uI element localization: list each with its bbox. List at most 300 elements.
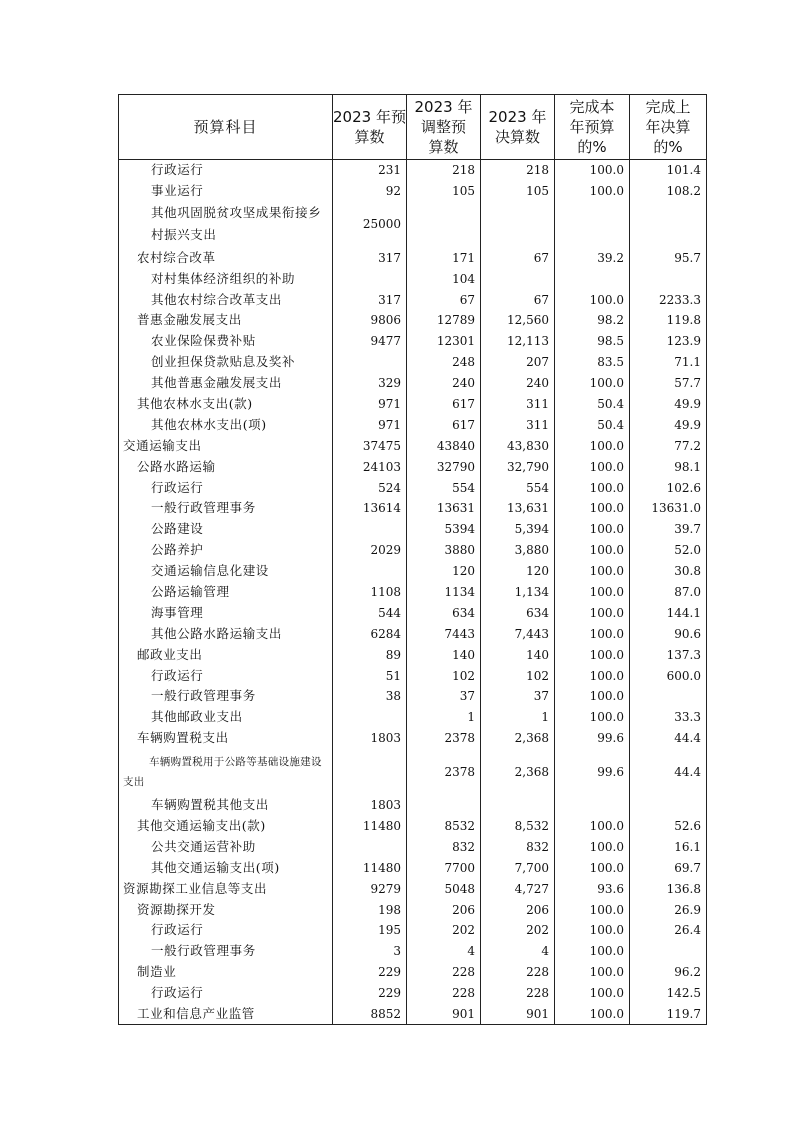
cell-budget: 229 bbox=[333, 983, 407, 1004]
cell-budget: 25000 bbox=[333, 201, 407, 247]
cell-adjusted: 617 bbox=[407, 394, 481, 415]
cell-adjusted: 104 bbox=[407, 268, 481, 289]
cell-pct-budget: 100.0 bbox=[555, 435, 630, 456]
cell-budget: 971 bbox=[333, 394, 407, 415]
cell-adjusted: 43840 bbox=[407, 435, 481, 456]
table-row bbox=[119, 201, 707, 247]
cell-subject: 行政运行 bbox=[119, 983, 333, 1004]
cell-pct-budget: 100.0 bbox=[555, 373, 630, 394]
cell-final: 8,532 bbox=[481, 816, 555, 837]
cell-budget: 37475 bbox=[333, 435, 407, 456]
cell-pct-budget: 100.0 bbox=[555, 477, 630, 498]
table-row bbox=[119, 373, 707, 394]
table-row bbox=[119, 686, 707, 707]
table-row bbox=[119, 519, 707, 540]
cell-adjusted: 218 bbox=[407, 160, 481, 181]
cell-final: 240 bbox=[481, 373, 555, 394]
cell-subject: 其他交通运输支出(款) bbox=[119, 816, 333, 837]
cell-pct-last: 87.0 bbox=[630, 582, 707, 603]
cell-pct-budget: 99.6 bbox=[555, 728, 630, 749]
cell-budget: 1803 bbox=[333, 795, 407, 816]
cell-budget: 1803 bbox=[333, 728, 407, 749]
cell-subject: 行政运行 bbox=[119, 665, 333, 686]
header-subject bbox=[119, 95, 333, 160]
cell-adjusted: 240 bbox=[407, 373, 481, 394]
cell-subject: 创业担保贷款贴息及奖补 bbox=[119, 352, 333, 373]
header-pct-last-line: 完成上 bbox=[645, 98, 691, 116]
cell-pct-budget: 100.0 bbox=[555, 602, 630, 623]
cell-budget: 38 bbox=[333, 686, 407, 707]
cell-final: 218 bbox=[481, 160, 555, 181]
cell-pct-last: 57.7 bbox=[630, 373, 707, 394]
cell-final bbox=[481, 268, 555, 289]
cell-subject: 制造业 bbox=[119, 962, 333, 983]
cell-pct-last: 52.0 bbox=[630, 540, 707, 561]
table-row bbox=[119, 414, 707, 435]
cell-budget: 544 bbox=[333, 602, 407, 623]
cell-pct-last: 108.2 bbox=[630, 180, 707, 201]
cell-pct-last: 13631.0 bbox=[630, 498, 707, 519]
cell-budget: 198 bbox=[333, 899, 407, 920]
cell-final: 12,560 bbox=[481, 310, 555, 331]
cell-subject: 一般行政管理事务 bbox=[119, 686, 333, 707]
cell-subject: 一般行政管理事务 bbox=[119, 498, 333, 519]
cell-subject: 公共交通运营补助 bbox=[119, 836, 333, 857]
cell-pct-last: 119.7 bbox=[630, 1004, 707, 1025]
table-row bbox=[119, 582, 707, 603]
cell-subject: 邮政业支出 bbox=[119, 644, 333, 665]
table-row bbox=[119, 665, 707, 686]
table-row bbox=[119, 795, 707, 816]
cell-subject: 其他农村综合改革支出 bbox=[119, 289, 333, 310]
cell-adjusted: 228 bbox=[407, 983, 481, 1004]
cell-final: 7,443 bbox=[481, 623, 555, 644]
cell-final: 634 bbox=[481, 602, 555, 623]
table-row bbox=[119, 289, 707, 310]
cell-budget: 1108 bbox=[333, 582, 407, 603]
cell-pct-last: 49.9 bbox=[630, 414, 707, 435]
cell-subject: 农村综合改革 bbox=[119, 247, 333, 268]
cell-subject: 行政运行 bbox=[119, 920, 333, 941]
cell-pct-budget: 98.5 bbox=[555, 331, 630, 352]
cell-budget bbox=[333, 519, 407, 540]
header-pct-budget bbox=[555, 95, 630, 160]
cell-pct-budget: 50.4 bbox=[555, 414, 630, 435]
cell-subject: 车辆购置税其他支出 bbox=[119, 795, 333, 816]
cell-subject: 资源勘探工业信息等支出 bbox=[119, 878, 333, 899]
cell-budget bbox=[333, 836, 407, 857]
cell-adjusted: 4 bbox=[407, 941, 481, 962]
header-pct-budget-line: 的% bbox=[577, 138, 607, 156]
cell-pct-last: 77.2 bbox=[630, 435, 707, 456]
cell-adjusted: 634 bbox=[407, 602, 481, 623]
cell-pct-last bbox=[630, 795, 707, 816]
table-row bbox=[119, 540, 707, 561]
cell-adjusted: 2378 bbox=[407, 749, 481, 795]
cell-final: 311 bbox=[481, 414, 555, 435]
cell-pct-budget: 100.0 bbox=[555, 160, 630, 181]
cell-adjusted: 228 bbox=[407, 962, 481, 983]
cell-adjusted: 120 bbox=[407, 561, 481, 582]
table-row bbox=[119, 268, 707, 289]
cell-budget: 24103 bbox=[333, 456, 407, 477]
table-row bbox=[119, 160, 707, 181]
table-row bbox=[119, 477, 707, 498]
table-row bbox=[119, 247, 707, 268]
cell-pct-last: 69.7 bbox=[630, 857, 707, 878]
cell-budget: 3 bbox=[333, 941, 407, 962]
cell-budget: 317 bbox=[333, 247, 407, 268]
cell-adjusted: 901 bbox=[407, 1004, 481, 1025]
table-row bbox=[119, 644, 707, 665]
cell-pct-budget: 100.0 bbox=[555, 836, 630, 857]
cell-budget: 6284 bbox=[333, 623, 407, 644]
cell-adjusted bbox=[407, 201, 481, 247]
cell-final: 67 bbox=[481, 289, 555, 310]
cell-pct-budget: 100.0 bbox=[555, 623, 630, 644]
cell-budget: 9279 bbox=[333, 878, 407, 899]
cell-final: 202 bbox=[481, 920, 555, 941]
cell-adjusted: 2378 bbox=[407, 728, 481, 749]
table-row bbox=[119, 456, 707, 477]
cell-adjusted: 105 bbox=[407, 180, 481, 201]
table-row bbox=[119, 602, 707, 623]
cell-adjusted: 1134 bbox=[407, 582, 481, 603]
cell-final: 206 bbox=[481, 899, 555, 920]
cell-subject: 其他公路水路运输支出 bbox=[119, 623, 333, 644]
cell-pct-last: 144.1 bbox=[630, 602, 707, 623]
cell-adjusted: 206 bbox=[407, 899, 481, 920]
table-row bbox=[119, 899, 707, 920]
cell-adjusted: 248 bbox=[407, 352, 481, 373]
cell-pct-last: 98.1 bbox=[630, 456, 707, 477]
cell-subject: 事业运行 bbox=[119, 180, 333, 201]
cell-pct-budget: 83.5 bbox=[555, 352, 630, 373]
cell-final: 832 bbox=[481, 836, 555, 857]
header-adjusted-line: 2023 年 bbox=[414, 98, 473, 116]
cell-pct-budget: 100.0 bbox=[555, 289, 630, 310]
table-header bbox=[119, 95, 707, 160]
cell-final: 4,727 bbox=[481, 878, 555, 899]
cell-final: 311 bbox=[481, 394, 555, 415]
cell-pct-last: 102.6 bbox=[630, 477, 707, 498]
cell-pct-budget: 100.0 bbox=[555, 962, 630, 983]
cell-adjusted: 1 bbox=[407, 707, 481, 728]
cell-budget: 2029 bbox=[333, 540, 407, 561]
cell-final: 5,394 bbox=[481, 519, 555, 540]
cell-final: 1 bbox=[481, 707, 555, 728]
cell-pct-budget: 100.0 bbox=[555, 941, 630, 962]
cell-final: 1,134 bbox=[481, 582, 555, 603]
cell-final: 120 bbox=[481, 561, 555, 582]
cell-pct-last: 142.5 bbox=[630, 983, 707, 1004]
table-row bbox=[119, 394, 707, 415]
table-row bbox=[119, 878, 707, 899]
table-row bbox=[119, 983, 707, 1004]
header-pct-last bbox=[630, 95, 707, 160]
cell-pct-last: 101.4 bbox=[630, 160, 707, 181]
cell-subject: 其他农林水支出(款) bbox=[119, 394, 333, 415]
cell-final: 2,368 bbox=[481, 728, 555, 749]
cell-pct-budget: 100.0 bbox=[555, 686, 630, 707]
cell-budget bbox=[333, 749, 407, 795]
cell-subject: 公路水路运输 bbox=[119, 456, 333, 477]
cell-budget: 317 bbox=[333, 289, 407, 310]
cell-pct-budget: 100.0 bbox=[555, 644, 630, 665]
cell-budget: 9477 bbox=[333, 331, 407, 352]
cell-pct-last: 39.7 bbox=[630, 519, 707, 540]
table-row bbox=[119, 498, 707, 519]
cell-pct-last: 49.9 bbox=[630, 394, 707, 415]
cell-budget bbox=[333, 268, 407, 289]
cell-subject: 公路运输管理 bbox=[119, 582, 333, 603]
cell-pct-budget: 100.0 bbox=[555, 665, 630, 686]
cell-subject: 交通运输信息化建设 bbox=[119, 561, 333, 582]
cell-pct-budget: 100.0 bbox=[555, 561, 630, 582]
cell-final: 32,790 bbox=[481, 456, 555, 477]
cell-subject: 农业保险保费补贴 bbox=[119, 331, 333, 352]
cell-budget bbox=[333, 352, 407, 373]
cell-pct-last: 16.1 bbox=[630, 836, 707, 857]
table-row bbox=[119, 728, 707, 749]
cell-final: 207 bbox=[481, 352, 555, 373]
header-final bbox=[481, 95, 555, 160]
cell-budget: 329 bbox=[333, 373, 407, 394]
cell-final: 7,700 bbox=[481, 857, 555, 878]
header-budget-line: 算数 bbox=[354, 128, 385, 146]
cell-pct-last: 2233.3 bbox=[630, 289, 707, 310]
cell-adjusted: 3880 bbox=[407, 540, 481, 561]
cell-subject: 公路养护 bbox=[119, 540, 333, 561]
header-adjusted-line: 算数 bbox=[428, 138, 459, 156]
cell-budget: 11480 bbox=[333, 816, 407, 837]
header-budget bbox=[333, 95, 407, 160]
cell-subject: 其他普惠金融发展支出 bbox=[119, 373, 333, 394]
table-row bbox=[119, 857, 707, 878]
cell-adjusted: 67 bbox=[407, 289, 481, 310]
cell-pct-budget: 100.0 bbox=[555, 582, 630, 603]
cell-subject-line: 支出 bbox=[123, 775, 145, 788]
header-adjusted bbox=[407, 95, 481, 160]
cell-pct-budget: 100.0 bbox=[555, 707, 630, 728]
cell-pct-budget: 99.6 bbox=[555, 749, 630, 795]
header-final-line: 2023 年 bbox=[488, 108, 547, 126]
cell-pct-budget: 100.0 bbox=[555, 983, 630, 1004]
cell-adjusted: 202 bbox=[407, 920, 481, 941]
cell-pct-last: 137.3 bbox=[630, 644, 707, 665]
cell-subject: 一般行政管理事务 bbox=[119, 941, 333, 962]
cell-adjusted: 12301 bbox=[407, 331, 481, 352]
table-row bbox=[119, 749, 707, 795]
cell-pct-budget bbox=[555, 268, 630, 289]
cell-subject: 公路建设 bbox=[119, 519, 333, 540]
cell-final: 901 bbox=[481, 1004, 555, 1025]
cell-subject: 普惠金融发展支出 bbox=[119, 310, 333, 331]
cell-pct-last bbox=[630, 268, 707, 289]
table-row bbox=[119, 310, 707, 331]
cell-budget bbox=[333, 707, 407, 728]
cell-budget: 524 bbox=[333, 477, 407, 498]
header-pct-budget-line: 完成本 bbox=[569, 98, 615, 116]
cell-budget: 51 bbox=[333, 665, 407, 686]
table-row bbox=[119, 920, 707, 941]
cell-final: 102 bbox=[481, 665, 555, 686]
cell-pct-last: 26.9 bbox=[630, 899, 707, 920]
cell-adjusted: 5394 bbox=[407, 519, 481, 540]
cell-adjusted: 32790 bbox=[407, 456, 481, 477]
cell-pct-budget: 100.0 bbox=[555, 519, 630, 540]
cell-adjusted: 13631 bbox=[407, 498, 481, 519]
cell-budget: 229 bbox=[333, 962, 407, 983]
header-pct-last-line: 的% bbox=[653, 138, 683, 156]
cell-adjusted bbox=[407, 795, 481, 816]
cell-final: 13,631 bbox=[481, 498, 555, 519]
cell-final: 2,368 bbox=[481, 749, 555, 795]
budget-table bbox=[118, 94, 707, 1025]
cell-final: 554 bbox=[481, 477, 555, 498]
header-pct-budget-line: 年预算 bbox=[569, 118, 615, 136]
table-row bbox=[119, 561, 707, 582]
cell-pct-budget: 98.2 bbox=[555, 310, 630, 331]
cell-budget: 13614 bbox=[333, 498, 407, 519]
cell-budget: 89 bbox=[333, 644, 407, 665]
cell-final: 3,880 bbox=[481, 540, 555, 561]
table-row bbox=[119, 623, 707, 644]
cell-pct-budget: 100.0 bbox=[555, 180, 630, 201]
cell-subject-line: 车辆购置税用于公路等基础设施建设 bbox=[149, 755, 322, 768]
cell-pct-budget: 100.0 bbox=[555, 816, 630, 837]
cell-pct-last: 119.8 bbox=[630, 310, 707, 331]
cell-adjusted: 140 bbox=[407, 644, 481, 665]
cell-pct-last: 95.7 bbox=[630, 247, 707, 268]
cell-pct-last: 33.3 bbox=[630, 707, 707, 728]
cell-subject: 车辆购置税支出 bbox=[119, 728, 333, 749]
cell-pct-budget: 100.0 bbox=[555, 456, 630, 477]
cell-pct-budget: 100.0 bbox=[555, 1004, 630, 1025]
cell-adjusted: 102 bbox=[407, 665, 481, 686]
cell-final: 140 bbox=[481, 644, 555, 665]
cell-pct-budget: 100.0 bbox=[555, 540, 630, 561]
cell-final: 4 bbox=[481, 941, 555, 962]
cell-budget: 92 bbox=[333, 180, 407, 201]
header-final-line: 决算数 bbox=[494, 128, 540, 146]
cell-pct-last bbox=[630, 941, 707, 962]
cell-final: 105 bbox=[481, 180, 555, 201]
cell-adjusted: 7443 bbox=[407, 623, 481, 644]
cell-adjusted: 554 bbox=[407, 477, 481, 498]
header-pct-last-line: 年决算 bbox=[645, 118, 691, 136]
cell-budget: 195 bbox=[333, 920, 407, 941]
table-row bbox=[119, 816, 707, 837]
cell-adjusted: 12789 bbox=[407, 310, 481, 331]
cell-adjusted: 171 bbox=[407, 247, 481, 268]
cell-pct-budget: 100.0 bbox=[555, 857, 630, 878]
cell-budget: 11480 bbox=[333, 857, 407, 878]
cell-final bbox=[481, 201, 555, 247]
cell-subject: 海事管理 bbox=[119, 602, 333, 623]
header-adjusted-line: 调整预 bbox=[420, 118, 466, 136]
header-budget-line: 2023 年预 bbox=[333, 108, 406, 126]
table-body bbox=[119, 160, 707, 1025]
cell-adjusted: 617 bbox=[407, 414, 481, 435]
cell-pct-budget: 50.4 bbox=[555, 394, 630, 415]
cell-adjusted: 7700 bbox=[407, 857, 481, 878]
table-row bbox=[119, 180, 707, 201]
cell-final: 228 bbox=[481, 962, 555, 983]
cell-adjusted: 832 bbox=[407, 836, 481, 857]
cell-pct-last: 30.8 bbox=[630, 561, 707, 582]
cell-pct-last: 123.9 bbox=[630, 331, 707, 352]
cell-pct-last: 90.6 bbox=[630, 623, 707, 644]
cell-pct-budget bbox=[555, 795, 630, 816]
cell-adjusted: 8532 bbox=[407, 816, 481, 837]
cell-subject: 资源勘探开发 bbox=[119, 899, 333, 920]
cell-pct-last bbox=[630, 686, 707, 707]
cell-final: 228 bbox=[481, 983, 555, 1004]
cell-subject: 其他巩固脱贫攻坚成果衔接乡村振兴支出 bbox=[119, 201, 333, 247]
cell-pct-budget: 93.6 bbox=[555, 878, 630, 899]
header-row bbox=[119, 95, 707, 160]
table-row bbox=[119, 1004, 707, 1025]
table-row bbox=[119, 941, 707, 962]
cell-final: 37 bbox=[481, 686, 555, 707]
table-row bbox=[119, 707, 707, 728]
cell-budget: 231 bbox=[333, 160, 407, 181]
cell-subject: 其他邮政业支出 bbox=[119, 707, 333, 728]
header-subject-line: 预算科目 bbox=[193, 118, 258, 136]
cell-pct-budget: 100.0 bbox=[555, 920, 630, 941]
cell-subject: 交通运输支出 bbox=[119, 435, 333, 456]
table-row bbox=[119, 962, 707, 983]
cell-pct-last bbox=[630, 201, 707, 247]
cell-subject: 其他农林水支出(项) bbox=[119, 414, 333, 435]
cell-budget bbox=[333, 561, 407, 582]
table-row bbox=[119, 836, 707, 857]
cell-budget: 971 bbox=[333, 414, 407, 435]
cell-subject: 行政运行 bbox=[119, 160, 333, 181]
budget-table-container bbox=[118, 94, 706, 1025]
cell-final: 12,113 bbox=[481, 331, 555, 352]
cell-pct-budget bbox=[555, 201, 630, 247]
cell-final: 67 bbox=[481, 247, 555, 268]
table-row bbox=[119, 331, 707, 352]
cell-pct-last: 26.4 bbox=[630, 920, 707, 941]
cell-adjusted: 37 bbox=[407, 686, 481, 707]
table-row bbox=[119, 435, 707, 456]
cell-subject: 行政运行 bbox=[119, 477, 333, 498]
cell-final: 43,830 bbox=[481, 435, 555, 456]
cell-pct-last: 44.4 bbox=[630, 749, 707, 795]
cell-pct-last: 52.6 bbox=[630, 816, 707, 837]
cell-subject: 对村集体经济组织的补助 bbox=[119, 268, 333, 289]
cell-pct-budget: 39.2 bbox=[555, 247, 630, 268]
cell-pct-last: 600.0 bbox=[630, 665, 707, 686]
cell-pct-budget: 100.0 bbox=[555, 899, 630, 920]
cell-adjusted: 5048 bbox=[407, 878, 481, 899]
cell-pct-last: 96.2 bbox=[630, 962, 707, 983]
cell-pct-budget: 100.0 bbox=[555, 498, 630, 519]
cell-pct-last: 136.8 bbox=[630, 878, 707, 899]
cell-pct-last: 44.4 bbox=[630, 728, 707, 749]
cell-final bbox=[481, 795, 555, 816]
cell-subject bbox=[119, 749, 333, 795]
cell-subject: 其他交通运输支出(项) bbox=[119, 857, 333, 878]
table-row bbox=[119, 352, 707, 373]
cell-subject: 工业和信息产业监管 bbox=[119, 1004, 333, 1025]
cell-pct-last: 71.1 bbox=[630, 352, 707, 373]
cell-budget: 9806 bbox=[333, 310, 407, 331]
cell-budget: 8852 bbox=[333, 1004, 407, 1025]
